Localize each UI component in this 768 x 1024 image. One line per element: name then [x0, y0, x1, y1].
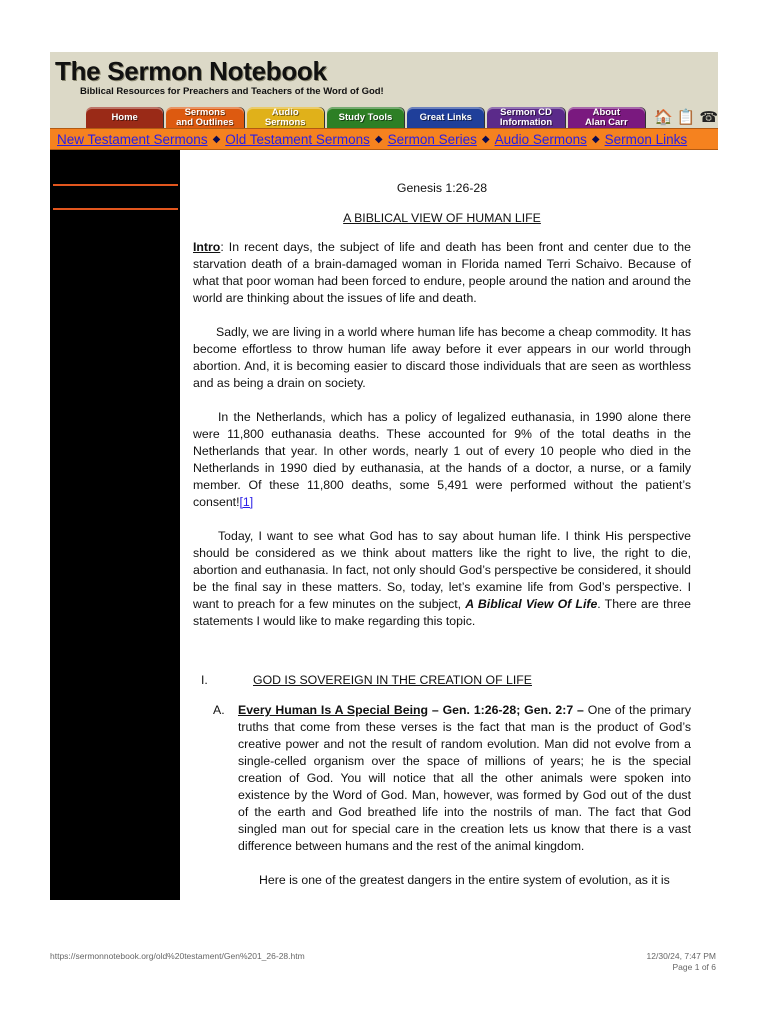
nav-sermon-links[interactable]: Sermon Links	[604, 131, 688, 147]
site-title[interactable]: The Sermon Notebook	[55, 56, 327, 86]
sidebar-divider	[53, 208, 178, 210]
nav-separator: ◆	[212, 133, 221, 145]
nav-new-testament-sermons[interactable]: New Testament Sermons	[57, 131, 208, 147]
footer-url: https://sermonnotebook.org/old%20testament/Gen%201_26-28.htm	[50, 951, 305, 961]
page	[50, 52, 718, 900]
tab-home[interactable]: Home	[86, 107, 163, 128]
footer-date: 12/30/24, 7:47 PM	[646, 951, 716, 961]
tab-about-alan-carr[interactable]: About Alan Carr	[568, 107, 645, 128]
tab-sermons-and-outlines[interactable]: Sermons and Outlines	[166, 107, 243, 128]
body-area	[50, 150, 718, 900]
paragraph-4	[193, 528, 691, 630]
outline-point-number: I.	[201, 673, 208, 687]
sidebar	[50, 150, 180, 900]
tab-audio-sermons[interactable]: Audio Sermons	[247, 107, 324, 128]
tab-sermon-cd-information[interactable]: Sermon CD Information	[487, 107, 564, 128]
tab-study-tools[interactable]: Study Tools	[327, 107, 404, 128]
sermon-subject: A Biblical View Of Life	[465, 597, 598, 611]
nav-bar	[50, 128, 718, 150]
sidebar-divider	[53, 184, 178, 186]
subpoint-title: Every Human Is A Special Being	[238, 703, 429, 717]
paragraph-3-text: In the Netherlands, which has a policy of legalized euthanasia, in 1990 alone there were 11,800 euthanasia deaths. These accounted for 9% of the total deaths in the Netherlands that year. In other words, nearly 1 out of every 10 people who died in the Netherlands in 1990 died by euthanasia, at the hands of a doctor, a nurse, or a family member. Of these 11,800 deaths, some 5,491 were performed without the patient’s consent!	[193, 410, 691, 509]
nav-audio-sermons[interactable]: Audio Sermons	[494, 131, 587, 147]
intro-paragraph	[193, 239, 691, 307]
nav-sermon-series[interactable]: Sermon Series	[387, 131, 477, 147]
paragraph-4-text-a: Today, I want to see what God has to say about human life. I think His perspective should be considered as we think about matters like the right to live, the right to die, abortion and euthanasia. In fact, not only should God’s perspective be considered, it should be the final say in these matters. So, today, let’s examine life from God’s perspective. I want to preach for a few minutes on the subject,	[193, 529, 691, 611]
clipboard-icon[interactable]: 📋	[676, 109, 696, 126]
footnote-link[interactable]: [1]	[239, 495, 254, 509]
paragraph-4-text-b: . There are three statements I would like to make regarding this topic.	[193, 597, 691, 628]
scripture-reference: Genesis 1:26-28	[396, 181, 488, 195]
sermon-title	[193, 210, 691, 227]
nav-old-testament-sermons[interactable]: Old Testament Sermons	[225, 131, 370, 147]
footer-page-number: Page 1 of 6	[672, 962, 716, 972]
outline-point-title: GOD IS SOVEREIGN IN THE CREATION OF LIFE	[253, 673, 532, 687]
footer-date-page	[647, 951, 716, 973]
intro-label: Intro	[193, 240, 221, 254]
sermon-content	[193, 150, 691, 889]
paragraph-3	[193, 409, 691, 511]
site-tagline: Biblical Resources for Preachers and Teachers of the Word of God!	[80, 86, 384, 97]
subpoint-letter: A.	[213, 703, 225, 717]
subpoint-text: One of the primary truths that come from these verses is the fact that man is the product of God’s creative power and not the result of random evolution. Man did not evolve from a single-celled organism over the space of millions of years; he is the special creation of God. You will notice that all the other animals were spoken into existence by the Word of God. Man, however, was formed by God out of the dust of the earth and God breathed life into the nostrils of man. The fact that God singled man out for special care in the creation lets us know that there is a vast difference between humans and the rest of the animal kingdom.	[238, 703, 691, 853]
sermon-title-text: A BIBLICAL VIEW OF HUMAN LIFE	[343, 211, 541, 225]
subpoint-references: – Gen. 1:26-28; Gen. 2:7 –	[428, 703, 584, 717]
tab-bar	[50, 101, 718, 128]
outline-subpoint-a	[193, 702, 691, 855]
paragraph-last: Here is one of the greatest dangers in the entire system of evolution, as it is	[259, 873, 670, 887]
nav-separator: ◆	[591, 133, 600, 145]
site-header	[50, 52, 718, 128]
tab-icons	[654, 107, 718, 128]
tab-great-links[interactable]: Great Links	[407, 107, 484, 128]
phone-icon[interactable]: ☎	[699, 109, 719, 126]
intro-text: : In recent days, the subject of life and death has been front and center due to the starvation death of a brain-damaged woman in Florida named Terri Schaivo. Because of what that poor woman had been forced to endure, people around the nation and around the world are thinking about the issues of life and death.	[193, 240, 691, 305]
nav-separator: ◆	[374, 133, 383, 145]
outline-point-1	[193, 672, 691, 689]
home-icon[interactable]: 🏠	[653, 109, 673, 126]
paragraph-2: Sadly, we are living in a world where human life has become a cheap commodity. It has become effortless to throw human life away before it ever appears in our world through abortion. And, it is becoming easier to discard those individuals that are seen as worthless and as being a drain on society.	[193, 325, 691, 390]
nav-separator: ◆	[481, 133, 490, 145]
